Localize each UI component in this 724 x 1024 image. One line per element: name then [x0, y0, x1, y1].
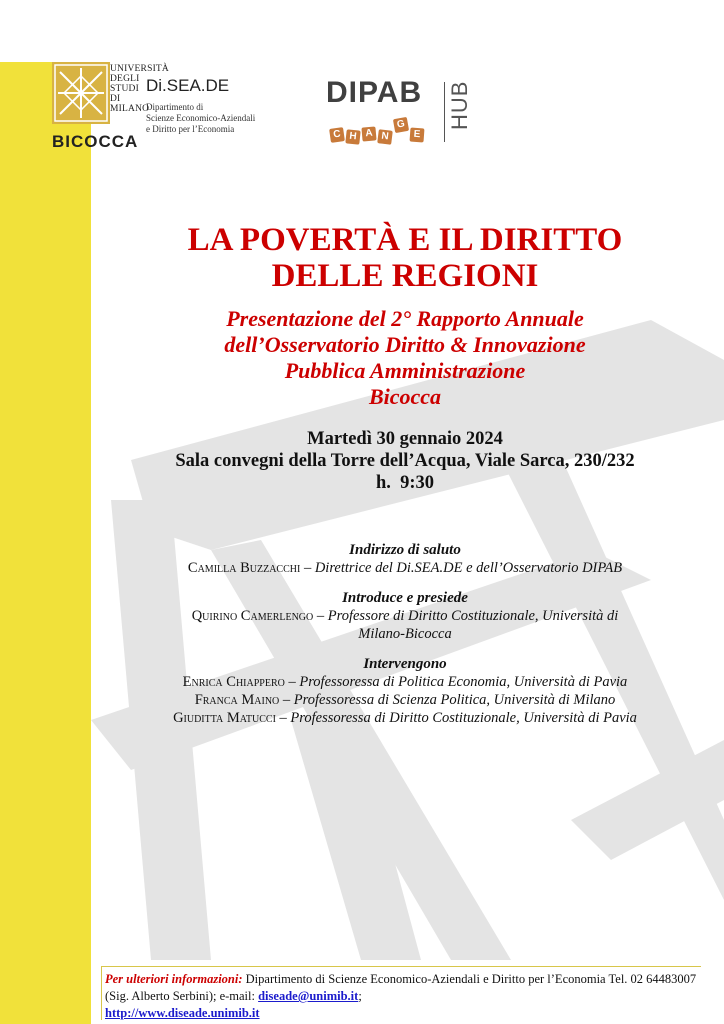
event-subtitle: Presentazione del 2° Rapporto Annuale dell’Osservatorio Diritto & Innovazione Pubblica Amministrazione Bicocca [224, 306, 586, 409]
event-venue: Sala convegni della Torre dell’Acqua, Viale Sarca, 230/232 [175, 451, 635, 471]
greeting-heading: Indirizzo di saluto [349, 542, 461, 558]
email-link[interactable]: diseade@unimib.it [258, 989, 359, 1003]
dipab-hub-label: HUB [444, 82, 473, 142]
change-tile: E [410, 128, 425, 143]
disea-subtitle: Dipartimento di Scienze Economico-Aziendali e Diritto per l’Economia [146, 102, 256, 134]
program [110, 541, 700, 727]
footer-contact-info: Per ulteriori informazioni: Dipartimento di Scienze Economico-Aziendali e Diritto per l’Economia Tel. 02 64483007 (Sig. Alberto Serbini); e-mail: diseade@unimib.it; http://www.diseade.unimib.it [101, 966, 701, 1020]
website-link[interactable]: http://www.diseade.unimib.it [105, 1006, 260, 1020]
change-tile: G [393, 117, 409, 133]
speaker-role-continued: Milano-Bicocca [358, 626, 452, 642]
event-time: h. 9:30 [375, 473, 435, 493]
speaker-name: Franca Maino [194, 692, 280, 708]
yellow-side-band [0, 62, 91, 1024]
event-title: LA POVERTÀ E IL DIRITTO DELLE REGIONI [187, 222, 623, 294]
speaker-role: – Professore di Diritto Costituzionale, Università di [316, 608, 619, 624]
speaker-name: Giuditta Matucci [173, 710, 276, 726]
event-details [110, 428, 700, 494]
event-date: Martedì 30 gennaio 2024 [307, 429, 503, 449]
disea-title: Di.SEA.DE [146, 76, 230, 95]
unimib-side-text: UNIVERSITÀ DEGLI STUDI DI MILANO [110, 64, 169, 114]
speaker-role: – Professoressa di Scienza Politica, Università di Milano [282, 692, 616, 708]
speaker-role: – Direttrice del Di.SEA.DE e dell’Osservatorio DIPAB [303, 560, 623, 576]
dipab-word: DIPAB [326, 76, 423, 109]
speaker-name: Quirino Camerlengo [191, 608, 314, 624]
header-logos [0, 62, 724, 162]
chair-heading: Introduce e presiede [342, 590, 468, 606]
footer-text: Dipartimento di Scienze Economico-Aziendali e Diritto per l’Economia Tel. 02 64483007 (Sig. Alberto Serbini); e-mail: [105, 972, 697, 1003]
disea-logo [146, 76, 286, 135]
unimib-emblem-icon [52, 62, 110, 124]
speaker-name: Camilla Buzzacchi [187, 560, 301, 576]
speakers-heading: Intervengono [363, 656, 447, 672]
change-tile: N [377, 129, 393, 145]
list-item [110, 691, 700, 709]
speaker-name: Enrica Chiappero [182, 674, 285, 690]
unimib-name: BICOCCA [52, 132, 139, 151]
list-item [110, 709, 700, 727]
dipab-hub-logo [326, 76, 476, 146]
unimib-logo [52, 62, 169, 156]
speaker-role: – Professoressa di Diritto Costituzionale, Università di Pavia [279, 710, 637, 726]
change-tile: C [329, 127, 345, 143]
footer-lead: Per ulteriori informazioni: [105, 972, 243, 986]
chair-speaker [110, 607, 700, 625]
speaker-role: – Professoressa di Politica Economia, Università di Pavia [288, 674, 628, 690]
change-tile: A [361, 126, 376, 141]
change-tile: H [345, 129, 360, 144]
change-tiles [326, 116, 436, 150]
list-item [110, 673, 700, 691]
greeting-speaker [110, 559, 700, 577]
